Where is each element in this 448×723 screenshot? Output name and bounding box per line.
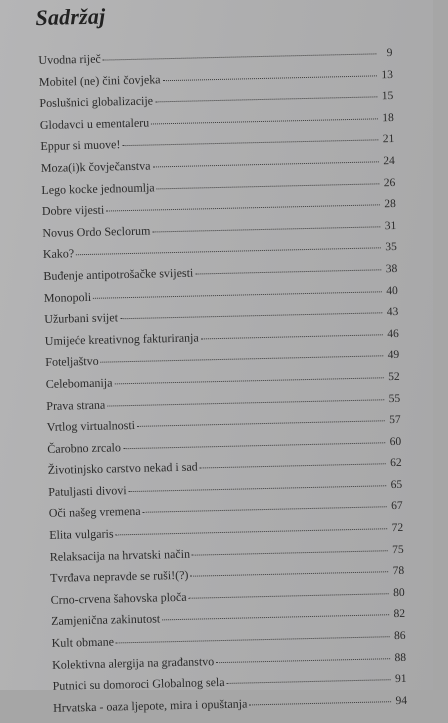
dot-leader xyxy=(137,420,385,427)
toc-entry-title: Glodavci u ementaleru xyxy=(39,115,150,132)
toc-entry-page-number: 21 xyxy=(382,133,395,146)
toc-entry-page-number: 46 xyxy=(387,327,399,340)
dot-leader xyxy=(76,248,381,256)
dot-leader xyxy=(200,464,386,469)
dot-leader xyxy=(192,550,388,555)
toc-entry-title: Patuljasti divovi xyxy=(48,483,127,499)
dot-leader xyxy=(153,161,379,167)
toc-entry-page-number: 78 xyxy=(392,565,405,578)
toc-entry-title: Crno-crvena šahovska ploča xyxy=(50,589,187,607)
toc-entry-title: Hrvatska - oaza ljepote, mira i opuštanja xyxy=(52,696,248,715)
toc-entry-title: Dobre vijesti xyxy=(41,202,105,219)
toc-entry-title: Kako? xyxy=(42,246,75,262)
dot-leader xyxy=(249,701,391,705)
toc-entry-page-number: 9 xyxy=(386,47,393,60)
toc-entry-title: Lego kocke jednoumlja xyxy=(41,180,155,197)
toc-entry-title: Uvodna riječ xyxy=(38,51,101,68)
toc-entry-page-number: 91 xyxy=(394,673,407,686)
dot-leader xyxy=(129,485,387,492)
dot-leader xyxy=(157,183,380,189)
toc-entry-title: Užurbani svijet xyxy=(44,310,119,327)
toc-list xyxy=(38,45,407,722)
toc-entry-page-number: 57 xyxy=(389,414,401,427)
toc-entry-page-number: 75 xyxy=(392,543,404,556)
dot-leader xyxy=(116,636,390,643)
toc-entry-page-number: 38 xyxy=(385,262,398,276)
toc-entry-page-number: 55 xyxy=(388,392,401,405)
dot-leader xyxy=(116,528,388,535)
toc-entry-title: Tvrđava nepravde se ruši!(?) xyxy=(50,568,189,586)
dot-leader xyxy=(216,658,390,663)
toc-entry-page-number: 13 xyxy=(381,68,394,81)
dot-leader xyxy=(103,53,377,60)
toc-entry-page-number: 28 xyxy=(384,198,396,211)
toc-entry-page-number: 88 xyxy=(394,651,407,664)
dot-leader xyxy=(122,140,378,147)
toc-entry-title: Putnici su domoroci Globalnog sela xyxy=(52,675,225,694)
toc-entry-title: Elita vulgaris xyxy=(49,526,114,542)
dot-leader xyxy=(227,679,391,684)
toc-entry-title: Prava strana xyxy=(46,397,106,413)
toc-entry-page-number: 35 xyxy=(385,241,397,254)
toc-entry-page-number: 60 xyxy=(389,435,402,448)
toc-entry-page-number: 52 xyxy=(388,370,400,384)
toc-entry-title: Kult obmane xyxy=(51,634,115,650)
dot-leader xyxy=(162,615,389,621)
dot-leader xyxy=(114,377,383,384)
toc-entry-title: Oči našeg vremena xyxy=(48,504,141,521)
toc-entry-title: Eppur si muove! xyxy=(40,137,121,154)
dot-leader xyxy=(123,442,385,449)
toc-entry-title: Celebomanija xyxy=(45,375,113,391)
toc-entry-page-number: 82 xyxy=(393,608,406,621)
toc-entry-page-number: 15 xyxy=(381,90,394,103)
toc-entry-page-number: 31 xyxy=(384,219,397,232)
toc-entry-page-number: 80 xyxy=(393,586,405,599)
toc-entry-title: Životinjsko carstvo nekad i sad xyxy=(47,459,198,478)
dot-leader xyxy=(163,75,377,81)
toc-entry-page-number: 49 xyxy=(387,349,400,362)
toc-entry-page-number: 72 xyxy=(391,521,404,535)
dot-leader xyxy=(120,312,382,319)
toc-entry-title: Relaksacija na hrvatski način xyxy=(49,546,191,564)
dot-leader xyxy=(195,269,381,274)
toc-entry-page-number: 24 xyxy=(383,154,395,168)
toc-entry-title: Novus Ordo Seclorum xyxy=(42,223,151,240)
dot-leader xyxy=(189,593,389,599)
dot-leader xyxy=(151,118,378,124)
dot-leader xyxy=(93,291,382,299)
toc-entry-title: Čarobno zrcalo xyxy=(47,439,122,456)
toc-entry-title: Zamjenična zakinutost xyxy=(51,611,161,629)
toc-entry-page-number: 18 xyxy=(382,111,394,125)
toc-entry-title: Buđenje antipotrošačke svijesti xyxy=(43,265,194,283)
toc-entry-page-number: 94 xyxy=(395,694,408,707)
toc-entry-title: Vrtlog virtualnosti xyxy=(46,418,136,435)
toc-entry-title: Umijeće kreativnog fakturiranja xyxy=(44,330,199,348)
toc-entry-title: Monopoli xyxy=(43,289,92,305)
toc-entry-page-number: 86 xyxy=(393,629,406,643)
toc-entry-title: Mobitel (ne) čini čovjeka xyxy=(38,71,161,89)
toc-entry-title: Foteljaštvo xyxy=(45,354,99,370)
dot-leader xyxy=(190,571,388,576)
toc-title: Sadržaj xyxy=(35,3,106,31)
dot-leader xyxy=(143,507,387,514)
toc-entry-page-number: 62 xyxy=(390,457,402,470)
dot-leader xyxy=(106,204,380,211)
toc-entry-page-number: 43 xyxy=(386,306,399,319)
dot-leader xyxy=(101,356,384,363)
toc-entry-title: Moza(i)k čovječanstva xyxy=(40,158,151,175)
toc-entry-title: Poslušnici globalizacije xyxy=(39,93,154,111)
toc-entry-page-number: 67 xyxy=(391,500,403,513)
dot-leader xyxy=(107,399,384,406)
toc-entry-title: Kolektivna alergija na građanstvo xyxy=(52,653,215,672)
dot-leader xyxy=(201,334,383,339)
dot-leader xyxy=(152,226,380,232)
toc-entry-page-number: 40 xyxy=(386,284,398,297)
toc-entry-page-number: 26 xyxy=(383,176,396,189)
dot-leader xyxy=(155,97,377,103)
toc-entry-page-number: 65 xyxy=(390,478,403,492)
